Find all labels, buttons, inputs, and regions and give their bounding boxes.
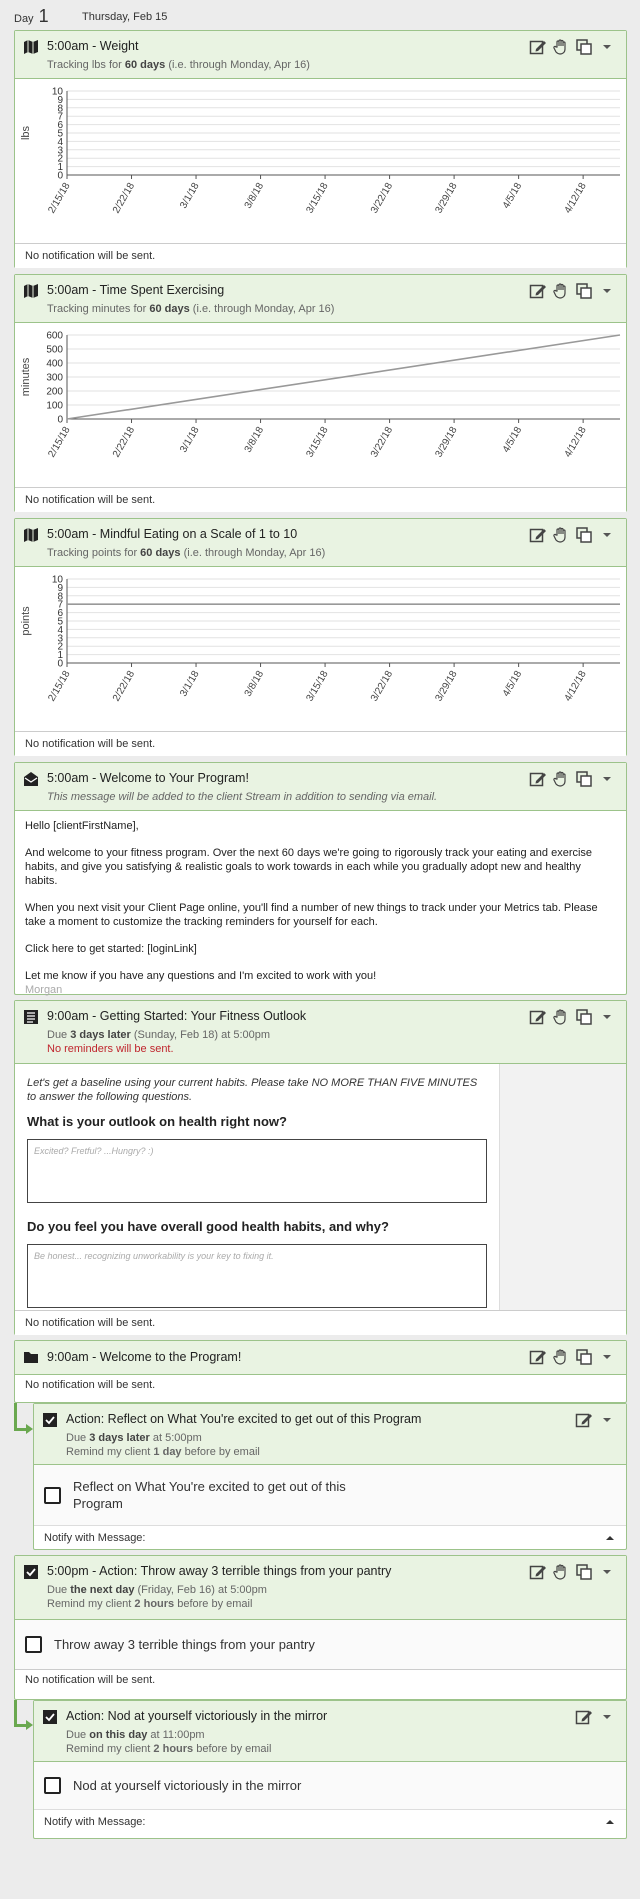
folder-icon [23, 1349, 39, 1365]
x-tick-label: 2/15/18 [46, 669, 73, 704]
y-tick-label: 4 [57, 624, 63, 636]
notification-status: No notification will be sent. [15, 487, 626, 512]
edit-icon[interactable] [575, 1708, 593, 1726]
copy-icon[interactable] [575, 1348, 593, 1366]
card-subtitle: Tracking points for 60 days (i.e. through Monday, Apr 16) [47, 547, 326, 559]
checkbox-checked-icon [23, 1564, 39, 1580]
x-tick-label: 3/22/18 [368, 669, 396, 704]
x-tick-label: 2/22/18 [110, 181, 138, 216]
metric-chart [15, 567, 626, 731]
card-title: 5:00am - Mindful Eating on a Scale of 1 to 10 [47, 527, 298, 541]
x-tick-label: 4/12/18 [562, 669, 589, 704]
task-checkbox[interactable] [44, 1777, 61, 1794]
notification-status: No notification will be sent. [15, 1311, 626, 1335]
chevron-down-icon[interactable] [598, 1008, 616, 1026]
metric-card-exercise [14, 274, 627, 512]
day-number: 1 [38, 6, 49, 26]
message-signature: Morgan [25, 984, 63, 996]
card-header[interactable] [15, 1341, 626, 1375]
chevron-down-icon[interactable] [598, 770, 616, 788]
connector-line [14, 1700, 17, 1727]
notification-status: No notification will be sent. [15, 1670, 626, 1692]
hand-icon[interactable] [552, 1008, 570, 1026]
message-paragraph: And welcome to your fitness program. Over the next 60 days we're going to rigorously track your eating and exercise habits, and give you satisfying & realistic goals to work towards in each while you gradually adopt new and healthy habits. [25, 847, 593, 887]
task-text: Nod at yourself victoriously in the mirror [73, 1778, 302, 1793]
edit-icon[interactable] [529, 1348, 547, 1366]
day-header [14, 6, 168, 28]
day-date: Thursday, Feb 15 [82, 11, 168, 23]
card-tools [529, 770, 616, 788]
notify-label: Notify with Message: [44, 1532, 146, 1544]
envelope-icon [23, 771, 39, 787]
card-title: 9:00am - Getting Started: Your Fitness Outlook [47, 1009, 307, 1023]
card-title: 5:00pm - Action: Throw away 3 terrible things from your pantry [47, 1564, 392, 1578]
metric-chart [15, 323, 626, 487]
connector-arrow-icon [26, 1424, 33, 1434]
y-tick-label: 500 [46, 344, 63, 356]
task-text: Throw away 3 terrible things from your pantry [54, 1637, 315, 1652]
y-tick-label: 3 [57, 633, 63, 645]
map-icon [23, 283, 39, 299]
task-row [34, 1762, 626, 1810]
due-text: Due 3 days later (Sunday, Feb 18) at 5:00pm [47, 1029, 271, 1041]
card-subtitle: This message will be added to the client Stream in addition to sending via email. [47, 791, 438, 803]
card-title: 5:00am - Time Spent Exercising [47, 283, 225, 297]
x-tick-label: 4/5/18 [500, 425, 525, 455]
chevron-down-icon[interactable] [598, 1348, 616, 1366]
x-tick-label: 3/1/18 [178, 425, 202, 455]
hand-icon[interactable] [552, 1563, 570, 1581]
x-tick-label: 2/22/18 [110, 669, 138, 704]
x-tick-label: 3/15/18 [304, 425, 331, 460]
x-tick-label: 3/15/18 [304, 181, 331, 216]
form-intro: Let's get a baseline using your current habits. Please take NO MORE THAN FIVE MINUTES to answer the following questions. [27, 1077, 478, 1103]
card-tools [529, 1348, 616, 1366]
y-tick-label: 4 [57, 136, 63, 148]
notify-row[interactable] [34, 1810, 626, 1837]
y-tick-label: 1 [57, 650, 63, 662]
y-tick-label: 5 [57, 616, 63, 628]
message-greeting: Hello [clientFirstName], [25, 820, 139, 832]
chevron-up-icon[interactable] [604, 1532, 616, 1547]
card-tools [575, 1708, 616, 1726]
form-preview [15, 1064, 626, 1311]
card-tools [575, 1411, 616, 1429]
y-tick-label: 0 [57, 414, 63, 426]
habits-textarea[interactable]: Be honest... recognizing unworkability is your key to fixing it. [27, 1244, 487, 1308]
message-body [15, 811, 626, 996]
card-title: 5:00am - Weight [47, 39, 139, 53]
form-list-icon [23, 1009, 39, 1025]
card-tools [529, 38, 616, 56]
card-header[interactable] [34, 1701, 626, 1762]
message-paragraph: Click here to get started: [loginLink] [25, 943, 197, 955]
y-axis-label: lbs [20, 125, 32, 141]
question-label: What is your outlook on health right now? [27, 1114, 287, 1129]
metric-card-mindful-eating [14, 518, 627, 756]
map-icon [23, 527, 39, 543]
chevron-down-icon[interactable] [598, 1708, 616, 1726]
folder-card [14, 1340, 627, 1403]
card-header[interactable] [15, 275, 626, 323]
due-text: Due the next day (Friday, Feb 16) at 5:00pm [47, 1584, 267, 1596]
action-card-mirror [33, 1700, 627, 1839]
edit-icon[interactable] [529, 1008, 547, 1026]
card-title: Action: Nod at yourself victoriously in the mirror [66, 1709, 328, 1723]
card-header[interactable] [15, 1001, 626, 1064]
x-tick-label: 4/12/18 [562, 181, 589, 216]
copy-icon[interactable] [575, 1563, 593, 1581]
action-card-pantry [14, 1555, 627, 1700]
x-tick-label: 2/22/18 [110, 425, 138, 460]
x-tick-label: 3/29/18 [433, 181, 460, 216]
chevron-down-icon[interactable] [598, 526, 616, 544]
remind-text: Remind my client 2 hours before by email [47, 1598, 253, 1610]
card-header[interactable] [15, 1556, 626, 1620]
checkbox-checked-icon [42, 1412, 58, 1428]
card-header[interactable] [15, 763, 626, 811]
card-title: 9:00am - Welcome to the Program! [47, 1350, 242, 1364]
y-tick-label: 10 [51, 86, 63, 98]
x-tick-label: 4/12/18 [562, 425, 589, 460]
y-tick-label: 6 [57, 608, 63, 620]
notification-status: No notification will be sent. [15, 731, 626, 756]
metric-chart [15, 79, 626, 243]
x-tick-label: 3/8/18 [242, 425, 267, 455]
form-card [14, 1000, 627, 1335]
checkbox-checked-icon [42, 1709, 58, 1725]
due-text: Due on this day at 11:00pm [66, 1729, 205, 1741]
day-label: Day [14, 13, 34, 25]
y-tick-label: 400 [46, 358, 63, 370]
y-tick-label: 9 [57, 582, 63, 594]
copy-icon[interactable] [575, 526, 593, 544]
x-tick-label: 3/22/18 [368, 425, 396, 460]
x-tick-label: 3/29/18 [433, 669, 460, 704]
x-tick-label: 2/15/18 [46, 181, 73, 216]
card-header[interactable] [34, 1404, 626, 1465]
card-tools [529, 526, 616, 544]
line-chart [15, 323, 626, 487]
edit-icon[interactable] [575, 1411, 593, 1429]
chevron-down-icon[interactable] [598, 282, 616, 300]
x-tick-label: 3/1/18 [178, 181, 202, 211]
y-axis-label: minutes [20, 357, 32, 397]
y-tick-label: 2 [57, 641, 63, 653]
line-chart [15, 567, 626, 731]
remind-text: Remind my client 1 day before by email [66, 1446, 260, 1458]
copy-icon[interactable] [575, 282, 593, 300]
metric-card-weight [14, 30, 627, 268]
edit-icon[interactable] [529, 526, 547, 544]
y-tick-label: 8 [57, 591, 63, 603]
action-card-reflect [33, 1403, 627, 1550]
x-tick-label: 3/29/18 [433, 425, 460, 460]
card-title: 5:00am - Welcome to Your Program! [47, 771, 249, 785]
hand-icon[interactable] [552, 526, 570, 544]
chevron-down-icon[interactable] [598, 1563, 616, 1581]
x-tick-label: 3/8/18 [242, 180, 267, 211]
card-tools [529, 1563, 616, 1581]
card-tools [529, 282, 616, 300]
x-tick-label: 4/5/18 [500, 181, 525, 211]
message-paragraph: When you next visit your Client Page online, you'll find a number of new things to track under your Metrics tab. Please take a moment to customize the tracking reminders for yourself for each. [25, 902, 598, 928]
due-text: Due 3 days later at 5:00pm [66, 1432, 202, 1444]
y-tick-label: 1 [57, 162, 63, 174]
hand-icon[interactable] [552, 282, 570, 300]
form-questions [15, 1064, 500, 1310]
hand-icon[interactable] [552, 38, 570, 56]
copy-icon[interactable] [575, 770, 593, 788]
card-header[interactable] [15, 519, 626, 567]
card-tools [529, 1008, 616, 1026]
message-paragraph: Let me know if you have any questions and I'm excited to work with you! [25, 970, 377, 982]
edit-icon[interactable] [529, 770, 547, 788]
connector-line [14, 1403, 17, 1431]
notification-status: No notification will be sent. [15, 1375, 626, 1397]
y-tick-label: 100 [46, 400, 63, 412]
y-tick-label: 0 [57, 170, 63, 182]
connector-arrow-icon [26, 1720, 33, 1730]
notification-status: No notification will be sent. [15, 243, 626, 268]
remind-text: Remind my client 2 hours before by email [66, 1743, 272, 1755]
question-label: Do you feel you have overall good health habits, and why? [27, 1219, 389, 1234]
y-tick-label: 600 [46, 330, 63, 342]
task-checkbox[interactable] [25, 1636, 42, 1653]
x-tick-label: 4/5/18 [500, 669, 525, 699]
y-tick-label: 0 [57, 658, 63, 670]
message-card [14, 762, 627, 995]
y-tick-label: 10 [51, 574, 63, 586]
y-tick-label: 7 [57, 599, 63, 611]
x-tick-label: 3/8/18 [242, 669, 267, 699]
chevron-down-icon[interactable] [598, 38, 616, 56]
hand-icon[interactable] [552, 770, 570, 788]
y-tick-label: 8 [57, 103, 63, 115]
notify-label: Notify with Message: [44, 1816, 146, 1828]
outlook-textarea[interactable]: Excited? Fretful? ...Hungry? :) [27, 1139, 487, 1203]
y-tick-label: 3 [57, 145, 63, 157]
hand-icon[interactable] [552, 1348, 570, 1366]
notify-row[interactable] [34, 1526, 626, 1553]
y-axis-label: points [20, 606, 32, 636]
card-header[interactable] [15, 31, 626, 79]
x-tick-label: 3/22/18 [368, 181, 396, 216]
x-tick-label: 3/1/18 [178, 669, 202, 699]
task-row [15, 1620, 626, 1670]
reminder-warning: No reminders will be sent. [47, 1043, 174, 1055]
task-text: Reflect on What You're excited to get out of this Program [73, 1479, 346, 1511]
copy-icon[interactable] [575, 1008, 593, 1026]
edit-icon[interactable] [529, 38, 547, 56]
card-subtitle: Tracking lbs for 60 days (i.e. through Monday, Apr 16) [47, 59, 310, 71]
line-chart [15, 79, 626, 243]
map-icon [23, 39, 39, 55]
y-tick-label: 9 [57, 94, 63, 106]
card-subtitle: Tracking minutes for 60 days (i.e. through Monday, Apr 16) [47, 303, 335, 315]
y-tick-label: 6 [57, 120, 63, 132]
y-tick-label: 2 [57, 153, 63, 165]
chevron-up-icon[interactable] [604, 1816, 616, 1831]
y-tick-label: 200 [46, 386, 63, 398]
chevron-down-icon[interactable] [598, 1411, 616, 1429]
x-tick-label: 2/15/18 [46, 425, 73, 460]
x-tick-label: 3/15/18 [304, 669, 331, 704]
form-side-panel [500, 1064, 626, 1310]
edit-icon[interactable] [529, 1563, 547, 1581]
y-tick-label: 300 [46, 372, 63, 384]
copy-icon[interactable] [575, 38, 593, 56]
task-row [34, 1465, 626, 1526]
y-tick-label: 5 [57, 128, 63, 140]
card-title: Action: Reflect on What You're excited to get out of this Program [66, 1412, 422, 1426]
edit-icon[interactable] [529, 282, 547, 300]
task-checkbox[interactable] [44, 1487, 61, 1504]
y-tick-label: 7 [57, 111, 63, 123]
